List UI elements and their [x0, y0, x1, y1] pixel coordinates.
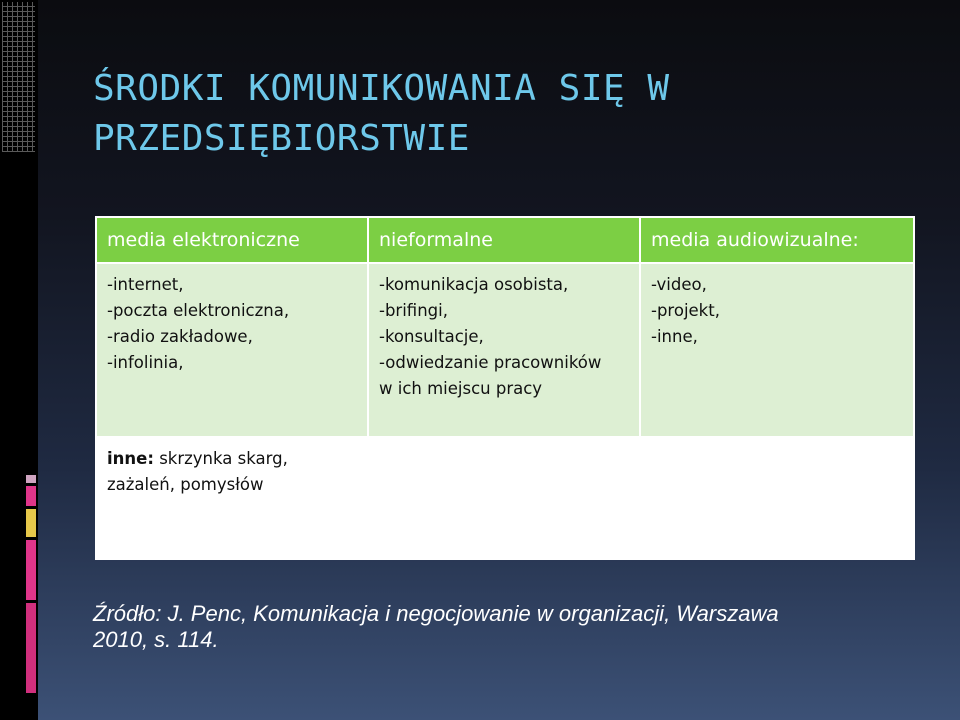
header-nieformalne: nieformalne [368, 217, 640, 263]
list-item: -video, [651, 275, 707, 294]
table-header-row [96, 217, 914, 263]
list-item: -odwiedzanie pracowników [379, 353, 602, 372]
source-citation [93, 601, 893, 653]
list-item: -brifingi, [379, 301, 448, 320]
color-bar [26, 486, 36, 506]
empty-cell [640, 437, 914, 559]
list-item: -internet, [107, 275, 184, 294]
list-item: -projekt, [651, 301, 720, 320]
list-item: -inne, [651, 327, 698, 346]
list-item: w ich miejscu pracy [379, 379, 543, 398]
color-bar [26, 540, 36, 600]
header-media-audiowizualne: media audiowizualne: [640, 217, 914, 263]
list-item: -komunikacja osobista, [379, 275, 569, 294]
communication-table [95, 216, 915, 560]
slide-title [93, 64, 913, 164]
inne-text-line-2: zażaleń, pomysłów [107, 475, 264, 494]
cell-inne [96, 437, 368, 559]
header-media-elektroniczne: media elektroniczne [96, 217, 368, 263]
inne-line [107, 446, 357, 472]
color-bar [26, 603, 36, 693]
grid-decoration [2, 2, 35, 152]
source-line-1: Źródło: J. Penc, Komunikacja i negocjowanie w organizacji, Warszawa [93, 601, 779, 626]
cell-nieformalne [368, 263, 640, 437]
empty-cell [368, 437, 640, 559]
cell-media-elektroniczne [96, 263, 368, 437]
color-bar [26, 475, 36, 483]
cell-media-audiowizualne [640, 263, 914, 437]
list-item: -konsultacje, [379, 327, 484, 346]
inne-text-line-1: skrzynka skarg, [153, 449, 288, 468]
source-line-2: 2010, s. 114. [93, 627, 219, 652]
list-item: -poczta elektroniczna, [107, 301, 290, 320]
color-bar [26, 509, 36, 537]
table-row [96, 263, 914, 437]
left-decorative-band [0, 0, 38, 720]
title-line-1: ŚRODKI KOMUNIKOWANIA SIĘ W [93, 68, 670, 109]
title-line-2: PRZEDSIĘBIORSTWIE [93, 118, 470, 159]
color-bars-decoration [26, 475, 36, 696]
inne-label: inne: [107, 449, 154, 468]
list-item: -infolinia, [107, 353, 184, 372]
table-row [96, 437, 914, 559]
list-item: -radio zakładowe, [107, 327, 253, 346]
